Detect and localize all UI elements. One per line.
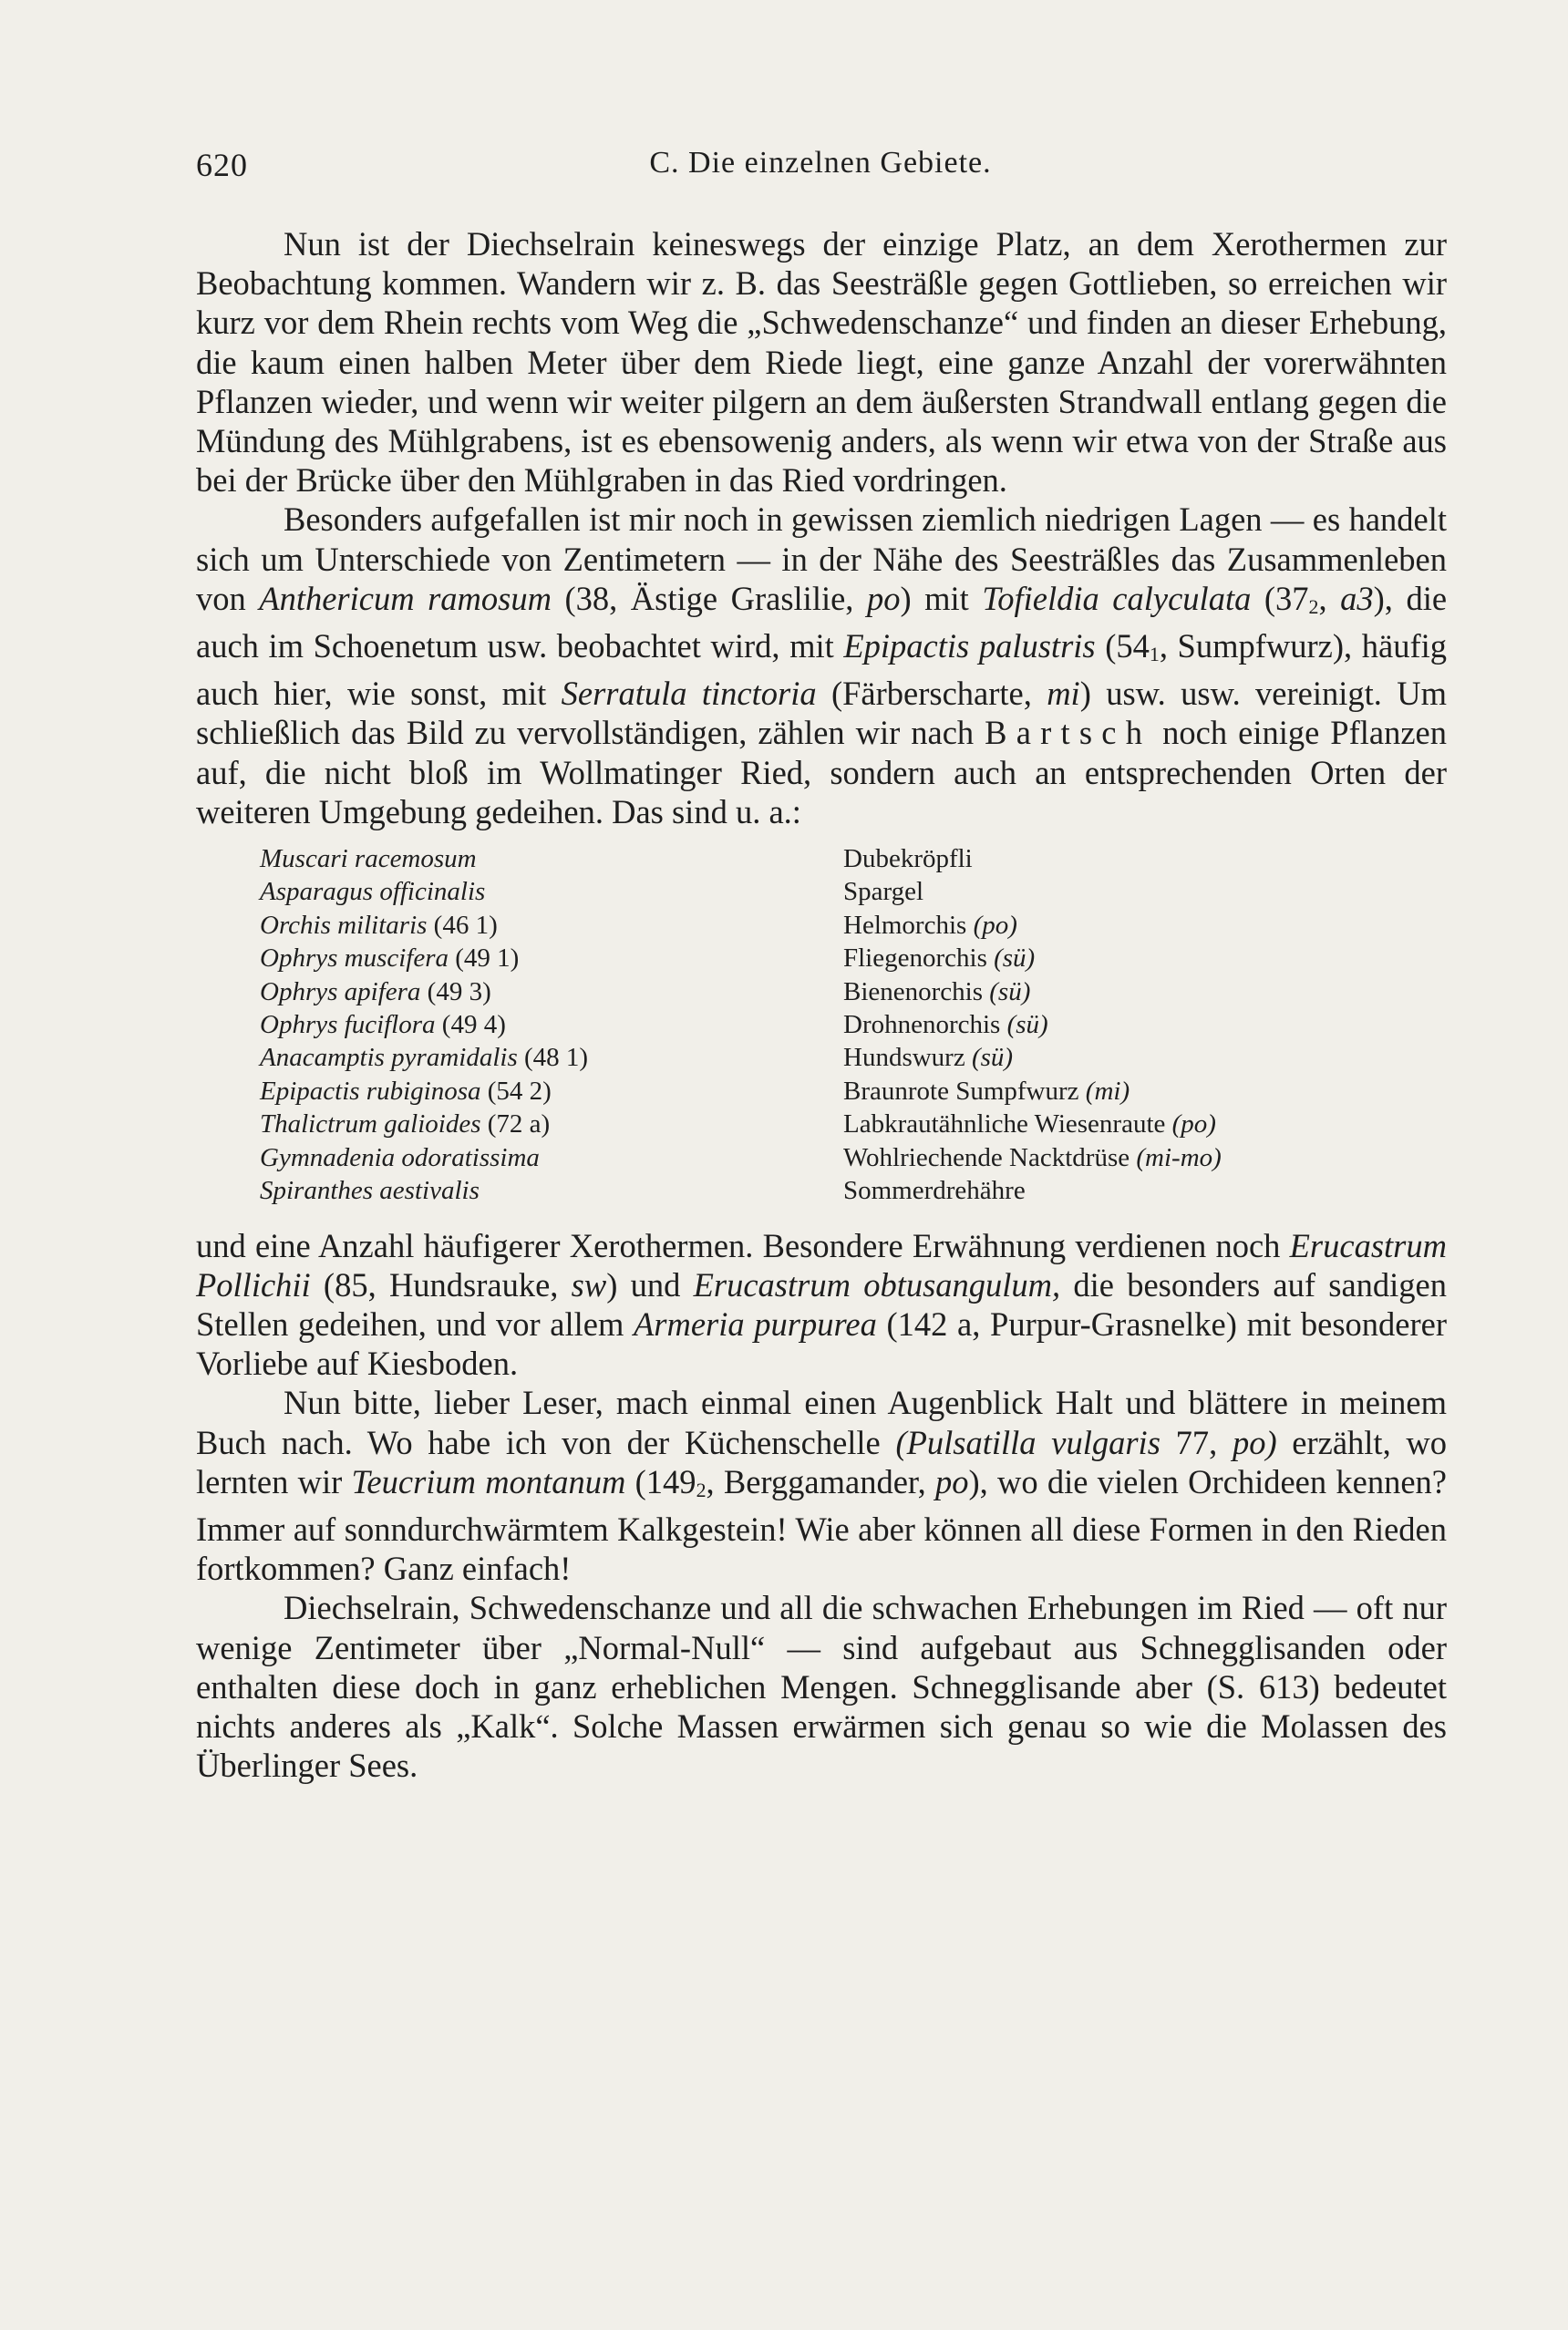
- region-abbrev: po: [866, 579, 901, 617]
- plant-name: Tofieldia calyculata: [982, 579, 1252, 617]
- text-run: (54: [1095, 627, 1150, 665]
- text-run: ), wo die vielen Orchideen kennen? Immer auf sonndurchwärmtem Kalkgestein! Wie aber können all diese Formen in den Rieden fortkommen? Ganz einfach!: [196, 1462, 1447, 1588]
- plant-list: [260, 842, 1447, 1207]
- text-run: (142 a, Purpur-Grasnelke) mit besonderer Vorliebe auf Kiesboden.: [196, 1304, 1448, 1383]
- paragraph-5: Diechselrain, Schwedenschanze und all die schwachen Erhebungen im Ried — oft nur wenige Zentimeter über „Normal-Null“ — sind aufgebaut aus Schnegglisanden oder enthalten diese doch in ganz erheblichen Mengen. Schnegglisande aber (S. 613) bedeutet nichts anderes als „Kalk“. Solche Massen erwärmen sich genau so wie die Molassen des Überlinger Sees.: [196, 1589, 1447, 1785]
- plant-latin-name: Epipactis rubiginosa (54 2): [260, 1076, 552, 1106]
- running-title: C. Die einzelnen Gebiete.: [649, 146, 992, 180]
- text-run: 77,: [1160, 1423, 1233, 1461]
- text-run: , Sumpfwurz), häufig auch hier, wie sonst, mit: [196, 627, 1447, 713]
- paragraph-3: [196, 1226, 1447, 1384]
- plant-name: Epipactis palustris: [843, 627, 1096, 665]
- text-run: Nun bitte, lieber Leser, mach einmal einen Augenblick Halt und blättere in meinem Buch nach. Wo habe ich von der Küchenschelle: [196, 1384, 1447, 1461]
- plant-list-row: [260, 909, 1447, 942]
- text-run: (149: [625, 1462, 696, 1500]
- plant-latin-name: Asparagus officinalis: [260, 877, 486, 907]
- text-run: (Färberscharte,: [816, 675, 1047, 713]
- plant-list-row: [260, 1041, 1447, 1074]
- text-run: ) mit: [900, 579, 983, 617]
- region-abbrev: po: [934, 1462, 969, 1500]
- plant-latin-name: Anacamptis pyramidalis (48 1): [260, 1043, 589, 1073]
- text-run: ), die auch im Schoenetum usw. beobachtet wird, mit: [196, 579, 1448, 665]
- subscript: 2: [1308, 594, 1319, 618]
- plant-name: Armeria purpurea: [634, 1304, 877, 1343]
- plant-latin-name: Orchis militaris (46 1): [260, 910, 498, 940]
- plant-latin-name: Muscari racemosum: [260, 844, 477, 874]
- author-name: Bartsch: [985, 714, 1152, 752]
- plant-latin-name: Thalictrum galioides (72 a): [260, 1109, 551, 1139]
- plant-list-row: [260, 1108, 1447, 1140]
- plant-name: Erucastrum Pollichii: [196, 1226, 1447, 1304]
- text-run: (37: [1251, 579, 1309, 617]
- plant-list-row: [260, 875, 1447, 908]
- plant-common-name: Bienenorchis (sü): [843, 976, 1031, 1006]
- plant-common-name: Labkrautähnliche Wiesenraute (po): [843, 1109, 1216, 1139]
- plant-common-name: Drohnenorchis (sü): [843, 1010, 1048, 1040]
- text-run: (38, Ästige Graslilie,: [551, 579, 867, 617]
- plant-name: Erucastrum obtusangulum,: [693, 1265, 1061, 1304]
- text-run: erzählt, wo lernten wir: [196, 1423, 1448, 1500]
- plant-latin-name: Ophrys apifera (49 3): [260, 976, 491, 1006]
- plant-common-name: Fliegenorchis (sü): [843, 943, 1036, 974]
- plant-common-name: Spargel: [843, 877, 924, 907]
- text-run: Besonders aufgefallen ist mir noch in gewissen ziemlich niedrigen Lagen — es handelt sich um Unterschiede von Zentimetern — in der Nähe des Seesträßles das Zusammenleben von: [196, 500, 1447, 617]
- plant-list-row: [260, 842, 1447, 875]
- paragraph-1: Nun ist der Diechselrain keineswegs der einzige Platz, an dem Xerothermen zur Beobachtung kommen. Wandern wir z. B. das Seesträßle gegen Gottlieben, so erreichen wir kurz vor dem Rhein rechts vom Weg die „Schwedenschanze“ und finden an dieser Erhebung, die kaum einen halben Meter über dem Riede liegt, eine ganze Anzahl der vorerwähnten Pflanzen wieder, und wenn wir weiter pilgern an dem äußersten Strandwall entlang gegen die Mündung des Mühlgrabens, ist es ebensowenig anders, als wenn wir etwa von der Straße aus bei der Brücke über den Mühlgraben in das Ried vordringen.: [196, 225, 1447, 500]
- text-run: ,: [1318, 579, 1341, 617]
- plant-list-row: [260, 1008, 1447, 1041]
- plant-common-name: Braunrote Sumpfwurz (mi): [843, 1076, 1130, 1106]
- plant-name: Anthericum ramosum: [259, 579, 552, 617]
- plant-name: (Pulsatilla vulgaris: [895, 1423, 1161, 1461]
- region-abbrev: po): [1232, 1423, 1277, 1461]
- text-run: und eine Anzahl häufigerer Xerothermen. Besondere Erwähnung verdienen noch: [196, 1226, 1290, 1264]
- paragraph-2: [196, 500, 1447, 831]
- paragraph-4: [196, 1383, 1447, 1588]
- plant-list-row: [260, 1141, 1447, 1174]
- region-abbrev: mi: [1047, 675, 1080, 713]
- plant-name: Serratula tinctoria: [561, 675, 817, 713]
- plant-name: Teucrium montanum: [351, 1462, 626, 1500]
- page-header: [196, 146, 1445, 201]
- plant-list-row: [260, 1075, 1447, 1108]
- plant-list-row: [260, 975, 1447, 1008]
- plant-common-name: Helmorchis (po): [843, 910, 1017, 940]
- plant-list-row: [260, 1174, 1447, 1207]
- plant-common-name: Hundswurz (sü): [843, 1043, 1014, 1073]
- text-run: (85, Hundsrauke,: [310, 1265, 572, 1304]
- plant-common-name: Sommerdrehähre: [843, 1176, 1026, 1206]
- body-text: [196, 224, 1447, 1785]
- plant-common-name: Dubekröpfli: [843, 844, 973, 874]
- subscript: 2: [696, 1478, 707, 1501]
- plant-list-row: [260, 942, 1447, 974]
- text-run: die besonders auf sandigen Stellen gedeihen, und vor allem: [196, 1265, 1447, 1343]
- text-run: noch einige Pflanzen auf, die nicht bloß im Wollmatinger Ried, sondern auch an entsprechenden Orten der weiteren Umgebung gedeihen. Das sind u. a.:: [196, 714, 1447, 830]
- text-run: , Berggamander,: [706, 1462, 935, 1500]
- plant-common-name: Wohlriechende Nacktdrüse (mi-mo): [843, 1142, 1222, 1172]
- page-number: 620: [196, 147, 248, 183]
- region-abbrev: a3: [1340, 579, 1374, 617]
- region-abbrev: sw: [571, 1265, 607, 1304]
- plant-latin-name: Ophrys muscifera (49 1): [260, 943, 520, 974]
- plant-latin-name: Spiranthes aestivalis: [260, 1176, 480, 1206]
- subscript: 1: [1149, 643, 1160, 666]
- text-run: ) usw. usw. vereinigt. Um schließlich das Bild zu vervollständigen, zählen wir nach: [196, 675, 1448, 752]
- text-run: ) und: [606, 1265, 694, 1304]
- plant-latin-name: Ophrys fuciflora (49 4): [260, 1010, 506, 1040]
- plant-latin-name: Gymnadenia odoratissima: [260, 1142, 540, 1172]
